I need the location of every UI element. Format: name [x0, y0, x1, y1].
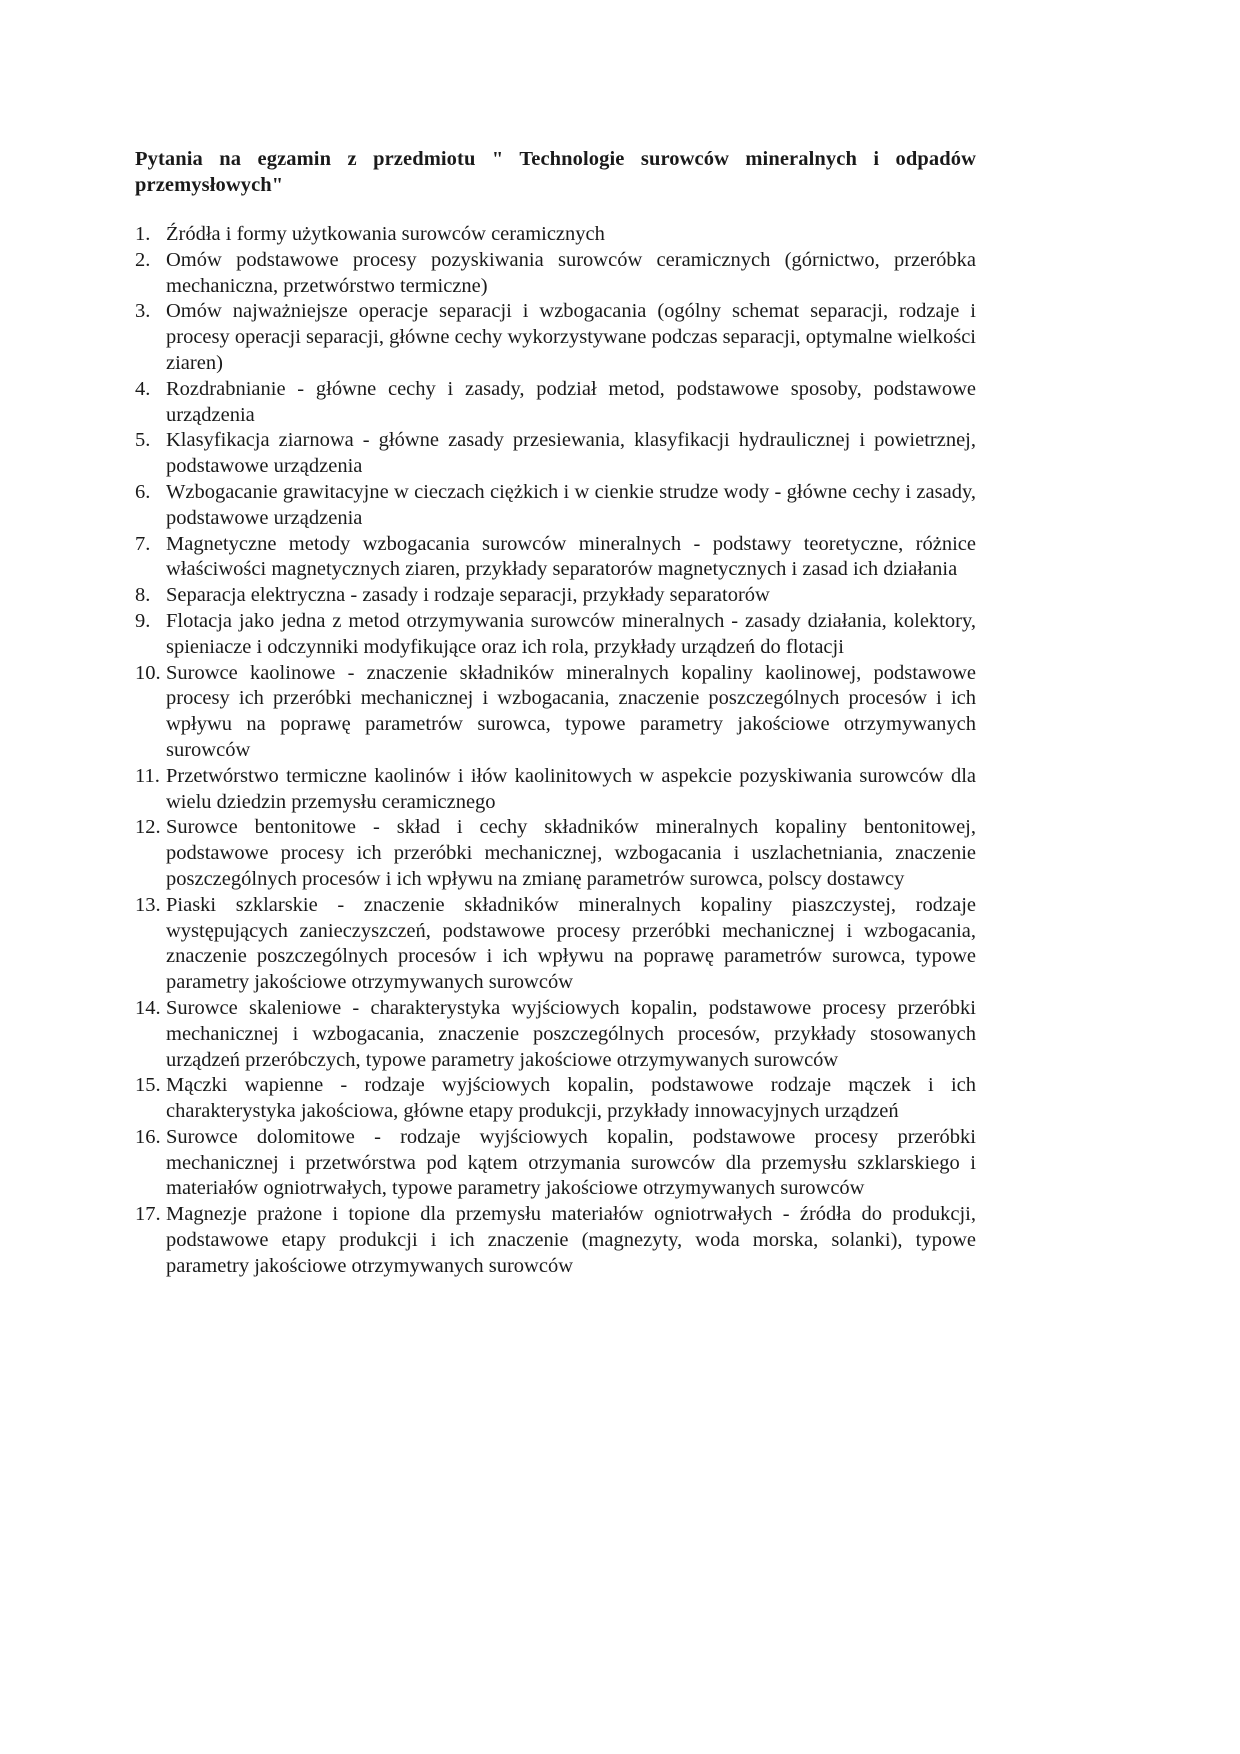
question-number: 15. [135, 1074, 161, 1097]
question-number: 16. [135, 1125, 161, 1148]
question-text: Surowce bentonitowe - skład i cechy składników mineralnych kopaliny bentonitowej, podstawowe procesy ich przeróbki mechanicznej, wzbogacania i uszlachetniania, znaczenie poszczególnych procesów i ich wpływu na zmianę parametrów surowca, polscy dostawcy [166, 816, 976, 890]
question-text: Magnezje prażone i topione dla przemysłu materiałów ogniotrwałych - źródła do produkcji, podstawowe etapy produkcji i ich znaczenie (magnezyty, woda morska, solanki), typowe parametry jakościowe otrzymywanych surowców [166, 1203, 976, 1277]
question-text: Źródła i formy użytkowania surowców ceramicznych [166, 223, 605, 245]
question-item [135, 1202, 976, 1279]
question-item [135, 248, 976, 300]
question-text: Surowce dolomitowe - rodzaje wyjściowych kopalin, podstawowe procesy przeróbki mechanicznej i przetwórstwa pod kątem otrzymania surowców dla przemysłu szklarskiego i materiałów ogniotrwałych, typowe parametry jakościowe otrzymywanych surowców [166, 1125, 976, 1200]
question-item [135, 377, 976, 429]
question-text: Separacja elektryczna - zasady i rodzaje separacji, przykłady separatorów [166, 584, 770, 607]
question-number: 13. [135, 893, 161, 916]
question-text: Surowce skaleniowe - charakterystyka wyjściowych kopalin, podstawowe procesy przeróbki mechanicznej i wzbogacania, znaczenie poszczególnych procesów, przykłady stosowanych urządzeń przeróbczych, typowe parametry jakościowe otrzymywanych surowców [166, 996, 976, 1071]
question-item [135, 893, 976, 996]
question-item [135, 661, 976, 764]
question-item [135, 583, 976, 609]
question-item [135, 764, 976, 816]
document-page [135, 146, 976, 1280]
question-item [135, 480, 976, 532]
question-text: Klasyfikacja ziarnowa - główne zasady przesiewania, klasyfikacji hydraulicznej i powietrznej, podstawowe urządzenia [166, 429, 976, 478]
question-number: 10. [135, 661, 161, 684]
question-item [135, 1125, 976, 1202]
question-text: Omów najważniejsze operacje separacji i wzbogacania (ogólny schemat separacji, rodzaje i procesy operacji separacji, główne cechy wykorzystywane podczas separacji, optymalne wielkości ziaren) [166, 300, 977, 374]
question-number: 2. [135, 248, 151, 271]
question-text: Flotacja jako jedna z metod otrzymywania surowców mineralnych - zasady działania, kolektory, spieniacze i odczynniki modyfikujące oraz ich rola, przykłady urządzeń do flotacji [166, 609, 976, 658]
question-text: Rozdrabnianie - główne cechy i zasady, podział metod, podstawowe sposoby, podstawowe urządzenia [166, 377, 976, 426]
question-item [135, 428, 976, 480]
question-number: 5. [135, 429, 151, 452]
question-number: 8. [135, 584, 151, 607]
document-title: Pytania na egzamin z przedmiotu " Technologie surowców mineralnych i odpadów przemysłowych" [135, 148, 976, 196]
question-text: Magnetyczne metody wzbogacania surowców mineralnych - podstawy teoretyczne, różnice właściwości magnetycznych ziaren, przykłady separatorów magnetycznych i zasad ich działania [166, 532, 976, 581]
question-text: Wzbogacanie grawitacyjne w cieczach ciężkich i w cienkie strudze wody - główne cechy i zasady, podstawowe urządzenia [166, 480, 976, 529]
question-number: 17. [135, 1203, 161, 1226]
question-text: Omów podstawowe procesy pozyskiwania surowców ceramicznych (górnictwo, przeróbka mechaniczna, przetwórstwo termiczne) [166, 248, 976, 297]
question-number: 14. [135, 996, 161, 1019]
question-number: 4. [135, 377, 151, 400]
question-text: Surowce kaolinowe - znaczenie składników mineralnych kopaliny kaolinowej, podstawowe procesy ich przeróbki mechanicznej i wzbogacania, znaczenie poszczególnych procesów i ich wpływu na poprawę parametrów surowca, typowe parametry jakościowe otrzymywanych surowców [166, 661, 976, 761]
question-number: 1. [135, 223, 151, 245]
question-number: 9. [135, 609, 151, 632]
question-number: 6. [135, 480, 151, 503]
question-item [135, 532, 976, 584]
question-item [135, 996, 976, 1073]
question-item [135, 609, 976, 661]
question-text: Mączki wapienne - rodzaje wyjściowych kopalin, podstawowe rodzaje mączek i ich charakterystyka jakościowa, główne etapy produkcji, przykłady innowacyjnych urządzeń [166, 1074, 976, 1123]
question-number: 7. [135, 532, 151, 555]
question-number: 12. [135, 816, 161, 839]
question-item [135, 299, 976, 376]
question-list [135, 222, 976, 1280]
question-number: 11. [135, 764, 160, 787]
question-item [135, 815, 976, 892]
question-number: 3. [135, 300, 151, 323]
question-item [135, 222, 976, 248]
question-text: Piaski szklarskie - znaczenie składników mineralnych kopaliny piaszczystej, rodzaje występujących zanieczyszczeń, podstawowe procesy przeróbki mechanicznej i wzbogacania, znaczenie poszczególnych procesów i ich wpływu na poprawę parametrów surowca, typowe parametry jakościowe otrzymywanych surowców [166, 893, 976, 994]
question-text: Przetwórstwo termiczne kaolinów i iłów kaolinitowych w aspekcie pozyskiwania surowców dla wielu dziedzin przemysłu ceramicznego [166, 764, 976, 813]
question-item [135, 1073, 976, 1125]
